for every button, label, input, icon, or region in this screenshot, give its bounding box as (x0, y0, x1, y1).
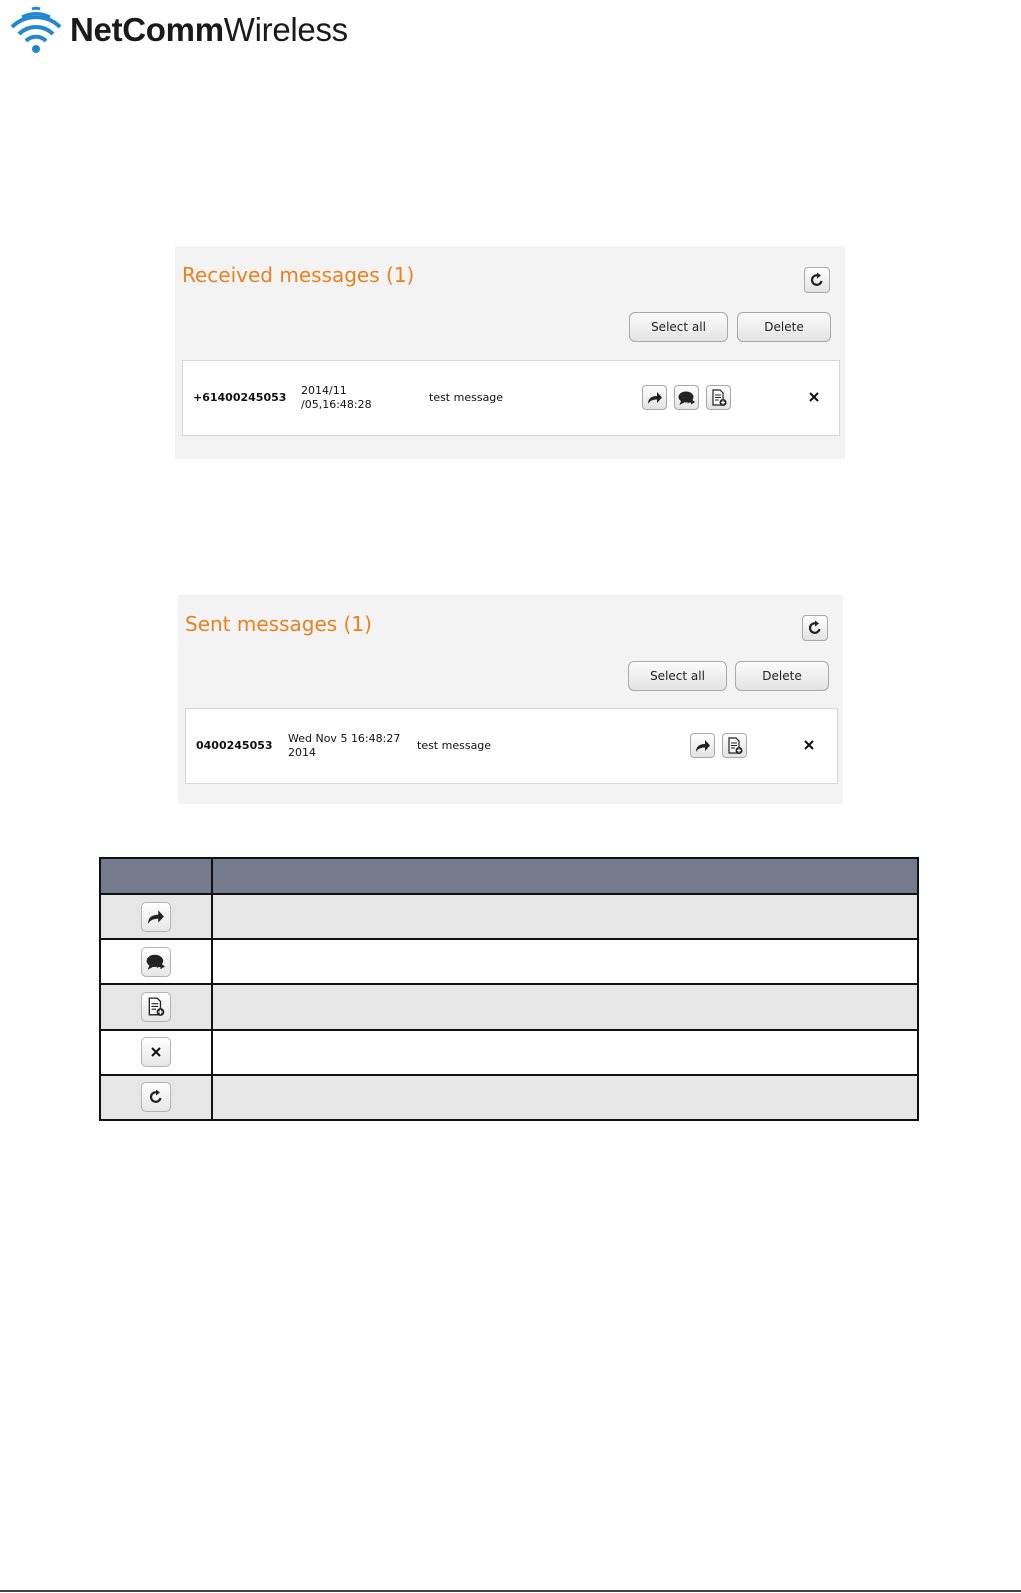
forward-button[interactable] (690, 733, 715, 758)
forward-icon (695, 739, 711, 753)
reply-button[interactable] (674, 385, 699, 410)
legend-row (100, 1075, 918, 1120)
message-date (301, 384, 372, 412)
add-to-contact-icon (141, 992, 171, 1022)
message-row (185, 708, 838, 784)
forward-button[interactable] (642, 385, 667, 410)
legend-header-row (100, 858, 918, 894)
recipient-number: 0400245053 (196, 739, 273, 752)
refresh-button[interactable] (802, 615, 828, 641)
legend-description (212, 1030, 918, 1075)
forward-icon (141, 902, 171, 932)
footer-divider (0, 1590, 1021, 1592)
reply-icon (678, 390, 696, 406)
received-messages-title: Received messages (1) (182, 263, 415, 287)
icon-legend-table (99, 857, 919, 1121)
add-to-contact-icon (711, 389, 727, 407)
date-line-2: /05,16:48:28 (301, 398, 372, 411)
legend-icon-cell (100, 984, 212, 1029)
date-line-1: 2014/11 (301, 384, 347, 397)
delete-message-button[interactable] (807, 390, 821, 404)
sent-messages-title: Sent messages (1) (185, 612, 372, 636)
legend-icon-cell (100, 1030, 212, 1075)
add-to-contact-button[interactable] (722, 733, 747, 758)
netcomm-logo (8, 5, 348, 55)
select-all-button[interactable]: Select all (628, 661, 727, 691)
legend-row (100, 984, 918, 1029)
forward-icon (647, 391, 663, 405)
message-row (182, 360, 840, 436)
refresh-button[interactable] (804, 267, 830, 293)
delete-button[interactable]: Delete (735, 661, 829, 691)
close-icon (809, 392, 819, 402)
legend-description (212, 939, 918, 984)
legend-header-description (212, 858, 918, 894)
delete-button[interactable]: Delete (737, 312, 831, 342)
message-date (288, 732, 400, 760)
reply-icon (141, 947, 171, 977)
legend-row (100, 894, 918, 939)
brand-name: NetCommWireless (70, 11, 348, 48)
message-text: test message (417, 739, 492, 752)
legend-icon-cell (100, 1075, 212, 1120)
close-icon (804, 740, 814, 750)
legend-description (212, 894, 918, 939)
legend-row (100, 1030, 918, 1075)
legend-row (100, 939, 918, 984)
add-to-contact-icon (727, 737, 743, 755)
message-text: test message (429, 391, 504, 404)
legend-icon-cell (100, 939, 212, 984)
delete-icon (141, 1037, 171, 1067)
select-all-button[interactable]: Select all (629, 312, 728, 342)
sent-messages-panel (178, 595, 843, 804)
refresh-icon (807, 620, 823, 636)
refresh-icon (809, 272, 825, 288)
received-messages-panel (175, 246, 845, 459)
delete-message-button[interactable] (802, 738, 816, 752)
date-line-2: 2014 (288, 746, 316, 759)
wifi-logo-icon (8, 5, 64, 55)
legend-description (212, 1075, 918, 1120)
legend-icon-cell (100, 894, 212, 939)
add-to-contact-button[interactable] (706, 385, 731, 410)
date-line-1: Wed Nov 5 16:48:27 (288, 732, 401, 745)
legend-header-icon (100, 858, 212, 894)
sender-number: +61400245053 (193, 391, 287, 404)
refresh-icon (141, 1082, 171, 1112)
legend-description (212, 984, 918, 1029)
